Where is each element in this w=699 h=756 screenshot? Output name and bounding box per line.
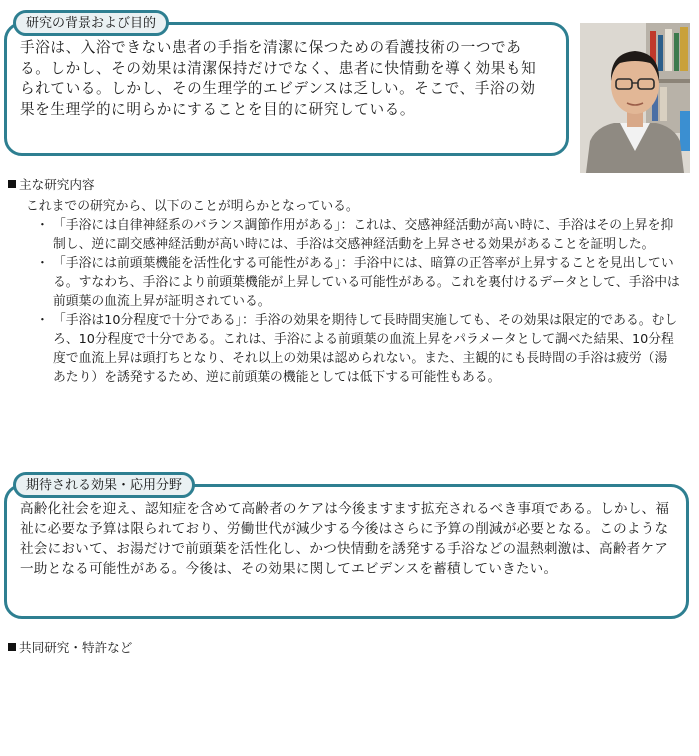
research-item-text: 「手浴は10分程度で十分である」：手浴の効果を期待して長時間実施しても、その効果は限定的である。むしろ、10分程度で十分である。これは、手浴による前頭葉の血流上昇をパラメータとして調べた結果、10分程度で血流上昇は頭打ちとなり、それ以上の効果は認められない。また、主観的にも長時間の手浴は疲労（湯あたり）を誘発するため、逆に前頭葉の機能としては低下する可能性もある。: [53, 313, 678, 385]
main-research-heading: 主な研究内容: [8, 174, 95, 193]
expected-text: 高齢化社会を迎え、認知症を含めて高齢者のケアは今後ますます拡充されるべき事項である。しかし、福祉に必要な予算は限られており、労働世代が減少する今後はさらに予算の削減が必要となる。このような社会において、お湯だけで前頭葉を活性化し、かつ快情動を誘発する手浴などの温熱刺激は、高齢者ケア一助となる可能性がある。今後は、その効果に関してエビデンスを蓄積していきたい。: [20, 501, 670, 577]
square-bullet-icon: [8, 180, 16, 188]
bullet-mark: ・: [36, 313, 49, 328]
main-research-intro: これまでの研究から、以下のことが明らかとなっている。: [26, 199, 359, 214]
square-bullet-icon: [8, 643, 16, 651]
research-item: [36, 254, 680, 311]
research-item: [36, 311, 680, 387]
research-item-text: 「手浴には前頭葉機能を活性化する可能性がある」：手浴中には、暗算の正答率が上昇することを見出している。すなわち、手浴により前頭葉機能が上昇している可能性がある。これを裏付けるデータとして、手浴中は前頭葉の血流上昇が証明されている。: [53, 256, 680, 309]
research-item: [36, 216, 680, 254]
main-research-content: [26, 197, 680, 387]
background-heading-tab: [13, 10, 169, 36]
background-text: 手浴は、入浴できない患者の手指を清潔に保つための看護技術の一つである。しかし、その効果は清潔保持だけでなく、患者に快情動を導く効果も知られている。しかし、その生理学的エビデンスは乏しい。そこで、手浴の効果を生理学的に明らかにすることを目的に研究している。: [20, 39, 537, 118]
researcher-photo: [580, 23, 690, 173]
bullet-mark: ・: [36, 256, 49, 271]
portrait-image: [580, 23, 690, 173]
collaboration-heading: 共同研究・特許など: [8, 637, 132, 656]
expected-heading-tab: [13, 472, 195, 498]
background-heading: 研究の背景および目的: [26, 16, 157, 31]
research-item-text: 「手浴には自律神経系のバランス調節作用がある」：これは、交感神経活動が高い時に、手浴はその上昇を抑制し、逆に副交感神経活動が高い時には、手浴は交感神経活動を上昇させる効果があることを証明した。: [53, 218, 674, 252]
bullet-mark: ・: [36, 218, 49, 233]
expected-heading: 期待される効果・応用分野: [26, 478, 183, 493]
